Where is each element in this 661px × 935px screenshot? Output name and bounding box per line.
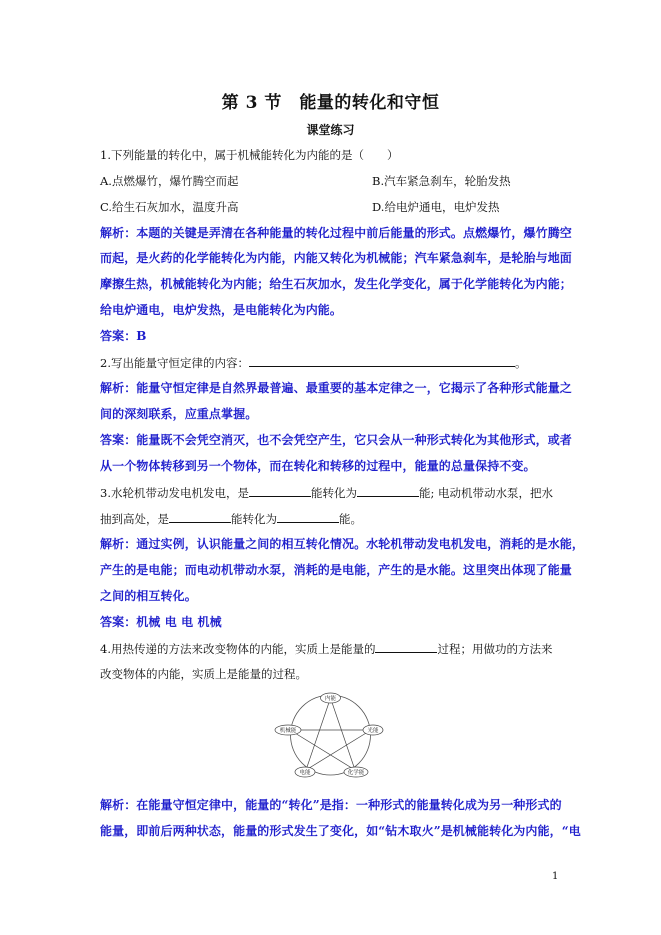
q2-stem: 2.写出能量守恒定律的内容： (100, 356, 249, 370)
q3-stem-line (100, 484, 570, 501)
energy-conversion-diagram (272, 690, 389, 780)
q3-blank (277, 510, 339, 523)
page-number: 1 (552, 871, 559, 882)
diagram-star (290, 698, 371, 770)
q3-text: 3.水轮机带动发电机发电，是 (100, 486, 249, 500)
q3-analysis-line: 之间的相互转化。 (100, 589, 197, 603)
q3-text: 能; 电动机带动水泵，把水 (418, 486, 554, 500)
q3-text: 能。 (339, 512, 362, 526)
q2-answer-blank (249, 354, 515, 367)
q3-answer: 答案：机械 电 电 机械 (100, 615, 222, 629)
q3-blank (169, 510, 231, 523)
diagram-label-bottom-right: 化学能 (347, 770, 365, 776)
diagram-label-left: 机械能 (279, 728, 297, 734)
q2-answer-line: 答案：能量既不会凭空消灭，也不会凭空产生，它只会从一种形式转化为其他形式，或者 (100, 433, 572, 447)
q3-text: 能转化为 (231, 512, 277, 526)
q1-option-a: A.点燃爆竹，爆竹腾空而起 (100, 174, 239, 188)
q1-analysis-line: 解析：本题的关键是弄清在各种能量的转化过程中前后能量的形式。点燃爆竹，爆竹腾空 (100, 226, 572, 240)
q2-stem-line (100, 354, 570, 371)
diagram-circle (291, 695, 371, 775)
q3-text: 能转化为 (310, 486, 357, 500)
q3-blank (357, 484, 419, 497)
q2-analysis-line: 解析：能量守恒定律是自然界最普遍、最重要的基本定律之一，它揭示了各种形式能量之 (100, 381, 572, 395)
q4-analysis-line: 能量，即前后两种状态，能量的形式发生了变化，如“钻木取火”是机械能转化为内能，“电 (100, 824, 581, 838)
q2-analysis-line: 间的深刻联系，应重点掌握。 (100, 407, 258, 421)
q4-blank (375, 640, 437, 653)
page-title: 第 3 节 能量的转化和守恒 (221, 93, 440, 113)
q3-blank (249, 484, 311, 497)
q4-stem-line (100, 640, 570, 657)
q1-option-c: C.给生石灰加水，温度升高 (100, 200, 239, 214)
q1-answer: 答案：B (100, 329, 147, 343)
q3-analysis-line: 解析：通过实例，认识能量之间的相互转化情况。水轮机带动发电机发电，消耗的是水能， (100, 537, 585, 551)
q1-analysis-line: 而起，是火药的化学能转化为内能，内能又转化为机械能；汽车紧急刹车，是轮胎与地面 (100, 251, 572, 265)
q2-answer-line: 从一个物体转移到另一个物体，而在转化和转移的过程中，能量的总量保持不变。 (100, 459, 536, 473)
diagram-label-bottom-left: 电能 (299, 770, 311, 776)
q1-analysis-line: 给电炉通电，电炉发热，是电能转化为内能。 (100, 303, 343, 317)
section-subtitle: 课堂练习 (306, 123, 355, 137)
q4-text: 过程；用做功的方法来 (437, 642, 553, 656)
q4-stem-line: 改变物体的内能，实质上是能量的过程。 (100, 667, 307, 681)
diagram-label-right: 光能 (367, 728, 379, 734)
q4-analysis-line: 解析：在能量守恒定律中，能量的“转化”是指：一种形式的能量转化成为另一种形式的 (100, 798, 562, 812)
q3-analysis-line: 产生的是电能；而电动机带动水泵，消耗的是电能，产生的是水能。这里突出体现了能量 (100, 563, 572, 577)
q2-stem-end: 。 (514, 356, 527, 370)
q1-option-b: B.汽车紧急刹车，轮胎发热 (372, 174, 511, 188)
q1-stem: 1.下列能量的转化中，属于机械能转化为内能的是（ ） (100, 148, 399, 162)
q4-text: 4.用热传递的方法来改变物体的内能，实质上是能量的 (100, 642, 376, 656)
diagram-label-top: 内能 (324, 696, 337, 702)
q1-option-d: D.给电炉通电，电炉发热 (372, 200, 500, 214)
q3-text: 抽到高处，是 (100, 512, 169, 526)
q3-stem-line (100, 510, 570, 527)
q1-analysis-line: 摩擦生热，机械能转化为内能；给生石灰加水，发生化学变化，属于化学能转化为内能； (100, 277, 572, 291)
